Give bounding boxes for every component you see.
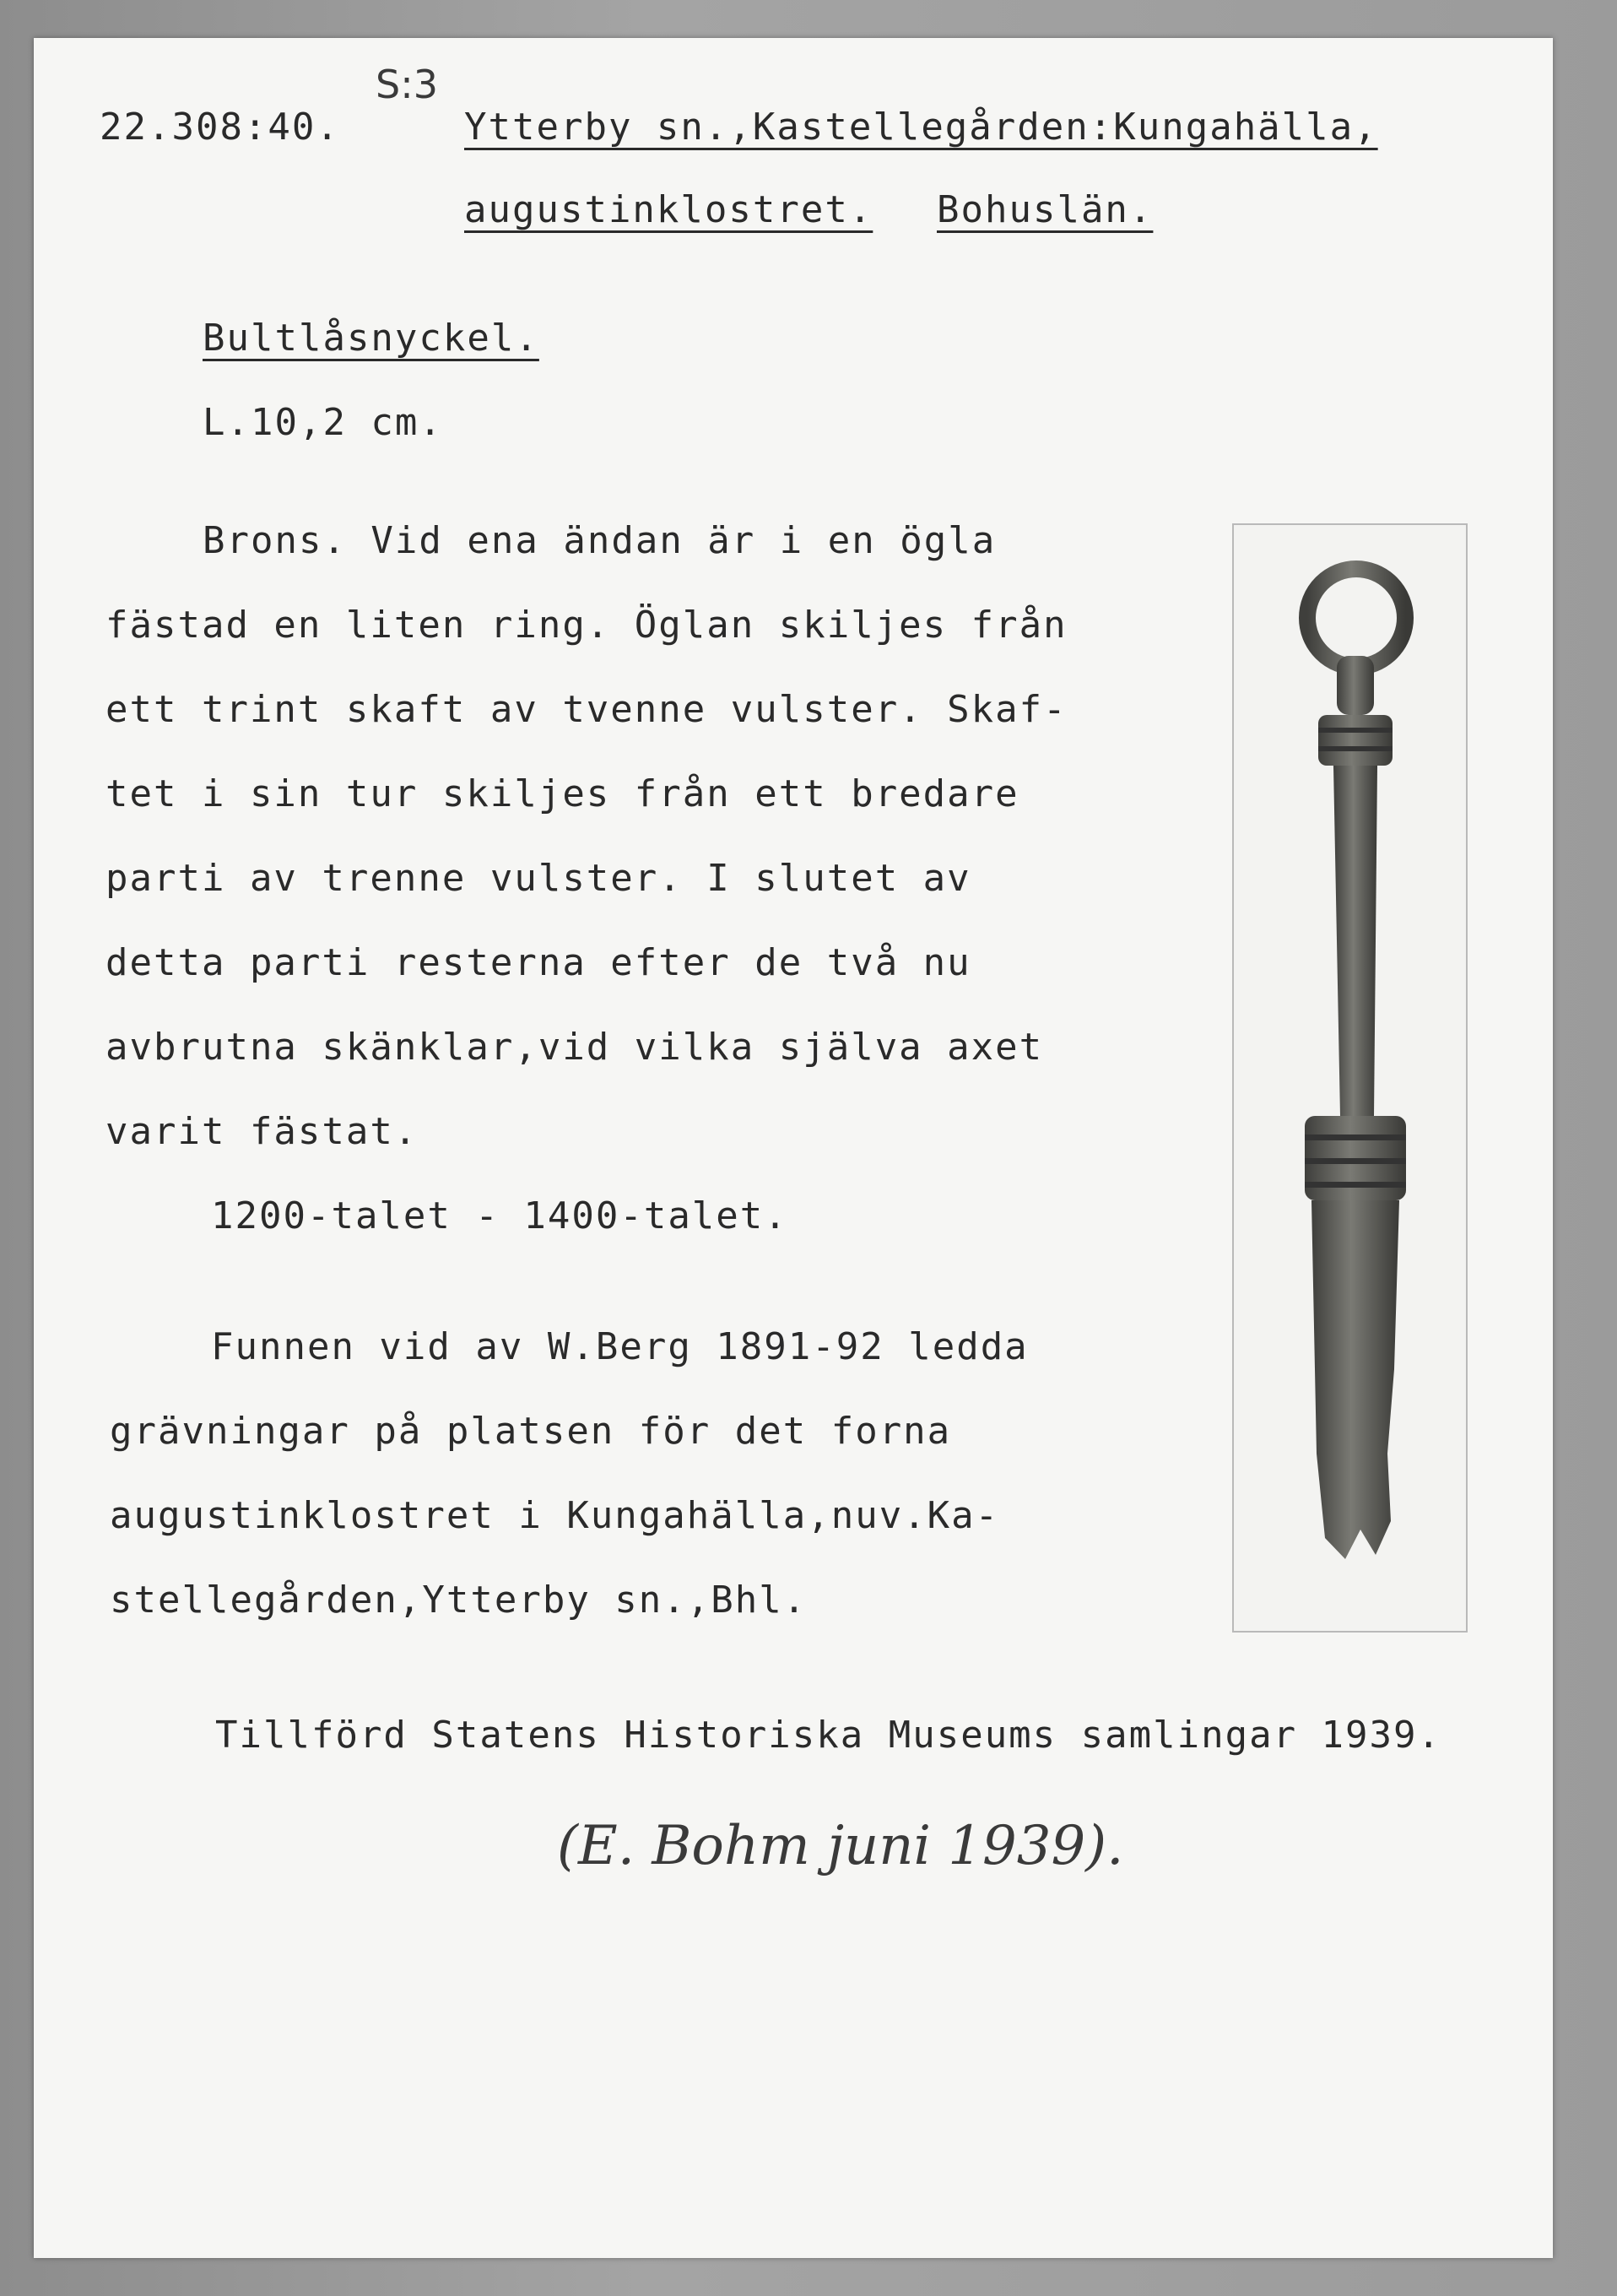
- shaft-icon: [1333, 766, 1377, 1116]
- place-line-2b: Bohuslän.: [937, 188, 1154, 231]
- shelf-mark: S:3: [376, 62, 438, 107]
- description-line: varit fästat.: [105, 1110, 419, 1153]
- place-line-2a: augustinklostret.: [464, 188, 873, 231]
- object-name: Bultlåsnyckel.: [203, 317, 539, 360]
- description-line: Brons. Vid ena ändan är i en ögla: [203, 519, 997, 562]
- ring-icon: [1307, 569, 1405, 667]
- key-bit-icon: [1311, 1200, 1399, 1559]
- find-line: stellegården,Ytterby sn.,Bhl.: [110, 1578, 808, 1622]
- find-line: augustinklostret i Kungahälla,nuv.Ka-: [110, 1494, 1000, 1537]
- catalogue-card: [34, 38, 1553, 2258]
- key-image: [1234, 525, 1466, 1631]
- handwritten-note: (E. Bohm juni 1939).: [557, 1815, 1124, 1877]
- description-line: detta parti resterna efter de två nu: [105, 941, 971, 984]
- description-line: fästad en liten ring. Öglan skiljes från: [105, 604, 1068, 647]
- description-line: parti av trenne vulster. I slutet av: [105, 857, 971, 900]
- dating: 1200-talet - 1400-talet.: [211, 1194, 788, 1237]
- place-line-1: Ytterby sn.,Kastellegården:Kungahälla,: [464, 106, 1378, 149]
- description-line: avbrutna skänklar,vid vilka själva axet: [105, 1026, 1044, 1069]
- loop-icon: [1337, 656, 1374, 715]
- inventory-number: 22.308:40.: [100, 106, 340, 149]
- object-length: L.10,2 cm.: [203, 401, 443, 444]
- find-line: Funnen vid av W.Berg 1891-92 ledda: [211, 1325, 1029, 1368]
- acquisition-note: Tillförd Statens Historiska Museums samlingar 1939.: [215, 1714, 1442, 1757]
- description-line: ett trint skaft av tvenne vulster. Skaf-: [105, 688, 1068, 731]
- find-line: grävningar på platsen för det forna: [110, 1410, 952, 1453]
- description-line: tet i sin tur skiljes från ett bredare: [105, 772, 1019, 815]
- key-photo: [1232, 523, 1468, 1633]
